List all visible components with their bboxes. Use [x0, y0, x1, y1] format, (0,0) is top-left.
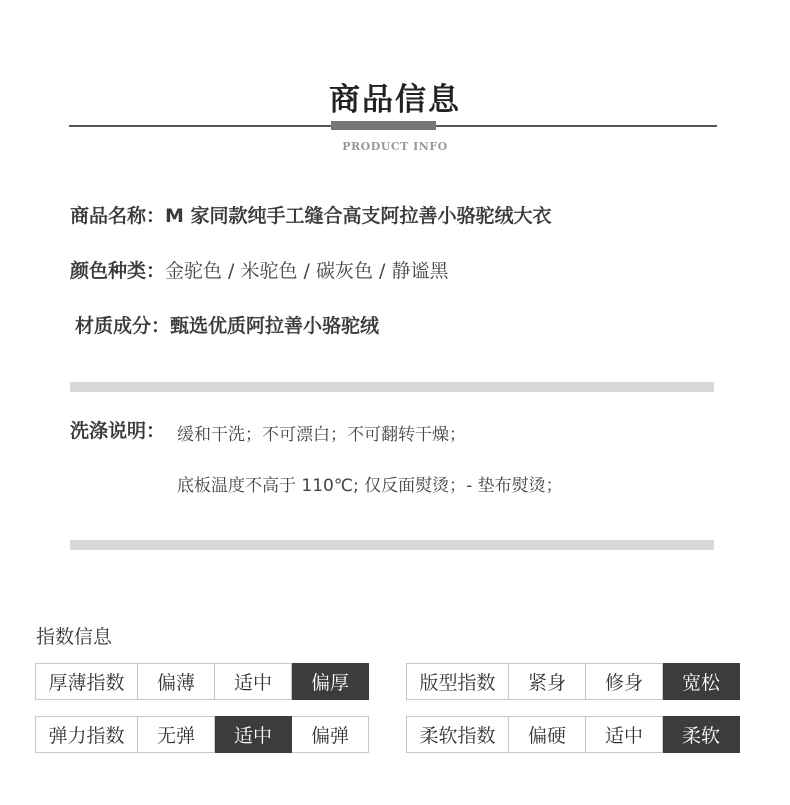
- material-label: 材质成分：: [75, 315, 171, 337]
- product-name-label: 商品名称：: [70, 205, 166, 227]
- material-row: [75, 311, 379, 338]
- material-value: 甄选优质阿拉善小骆驼绒: [170, 315, 380, 337]
- color-value: 金驼色 / 米驼色 / 碳灰色 / 静谧黑: [165, 260, 449, 282]
- fit-option-tight: 紧身: [509, 664, 586, 700]
- index-table-left-2: [35, 716, 369, 753]
- thickness-option-medium: 适中: [215, 664, 292, 700]
- softness-option-hard: 偏硬: [509, 717, 586, 753]
- softness-index-label: 柔软指数: [407, 717, 509, 753]
- page-title: 商品信息: [329, 82, 461, 118]
- thickness-option-thin: 偏薄: [138, 664, 215, 700]
- thickness-option-thick-selected: 偏厚: [292, 664, 369, 700]
- fit-index-row: [407, 664, 740, 700]
- elasticity-option-none: 无弹: [138, 717, 215, 753]
- wash-line-1: 缓和干洗；不可漂白；不可翻转干燥；: [177, 425, 466, 445]
- wash-label: 洗涤说明：: [70, 420, 166, 442]
- color-row: [70, 256, 448, 283]
- thickness-index-label: 厚薄指数: [36, 664, 138, 700]
- index-title: 指数信息: [36, 626, 113, 648]
- softness-index-row: [407, 717, 740, 753]
- elasticity-index-row: [36, 717, 369, 753]
- softness-option-soft-selected: 柔软: [663, 717, 740, 753]
- page-subtitle: PRODUCT INFO: [342, 140, 448, 153]
- section-divider: [70, 540, 714, 550]
- wash-line-2: 底板温度不高于 110℃; 仅反面熨烫；- 垫布熨烫；: [177, 476, 563, 496]
- index-table-left: [35, 663, 369, 700]
- elasticity-option-stretchy: 偏弹: [292, 717, 369, 753]
- color-label: 颜色种类：: [70, 260, 166, 282]
- fit-option-loose-selected: 宽松: [663, 664, 740, 700]
- product-name-row: [70, 201, 552, 228]
- fit-option-slim: 修身: [586, 664, 663, 700]
- thickness-index-row: [36, 664, 369, 700]
- product-name-value: M 家同款纯手工缝合高支阿拉善小骆驼绒大衣: [165, 205, 552, 227]
- softness-option-medium: 适中: [586, 717, 663, 753]
- fit-index-label: 版型指数: [407, 664, 509, 700]
- elasticity-option-medium-selected: 适中: [215, 717, 292, 753]
- index-table-right-2: [406, 716, 740, 753]
- section-divider: [70, 382, 714, 392]
- header-accent-bar: [331, 121, 436, 130]
- elasticity-index-label: 弹力指数: [36, 717, 138, 753]
- index-table-right: [406, 663, 740, 700]
